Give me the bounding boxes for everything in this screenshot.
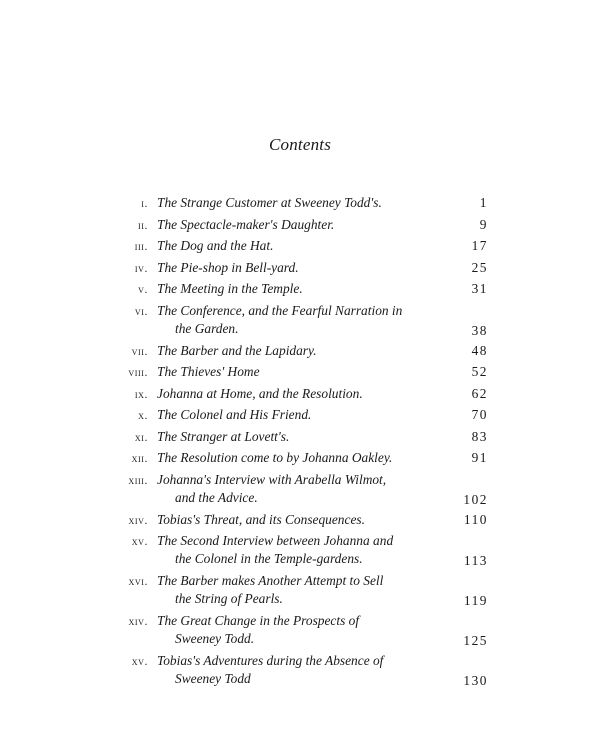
- chapter-title-line: Johanna at Home, and the Resolution.: [157, 385, 363, 401]
- chapter-title-line: the String of Pearls.: [175, 591, 283, 606]
- page-number: 113: [463, 553, 488, 568]
- toc-entry: [0, 302, 600, 342]
- chapter-number: xiv.: [128, 514, 148, 527]
- chapter-number: xvi.: [128, 576, 148, 588]
- page-number: 102: [463, 491, 488, 507]
- chapter-title: [157, 406, 447, 424]
- page-number: 17: [471, 238, 488, 253]
- page-number: 62: [471, 385, 488, 401]
- toc-entry: [0, 428, 600, 450]
- chapter-title-line: The Barber makes Another Attempt to Sell: [157, 573, 384, 588]
- page-number: 83: [471, 428, 488, 444]
- toc-entry: [0, 385, 600, 407]
- chapter-title: [157, 342, 447, 360]
- chapter-title: [157, 194, 447, 212]
- chapter-number: xv.: [131, 656, 148, 668]
- chapter-title: [157, 428, 447, 446]
- chapter-title: [157, 449, 447, 467]
- page-number: 31: [471, 281, 488, 296]
- chapter-title: [157, 385, 447, 403]
- page-number: 52: [471, 364, 488, 379]
- toc-entry: [0, 406, 600, 428]
- chapter-number: xii.: [131, 453, 148, 465]
- toc-entry: [0, 216, 600, 238]
- toc-entry: [0, 194, 600, 216]
- chapter-title-line: Sweeney Todd.: [175, 631, 255, 646]
- chapter-title-line: The Barber and the Lapidary.: [157, 342, 317, 358]
- chapter-title: [157, 363, 447, 381]
- chapter-title: [157, 471, 447, 507]
- chapter-number: x.: [138, 410, 148, 422]
- chapter-number: xv.: [131, 536, 148, 548]
- chapter-title: [157, 572, 447, 608]
- page-number: 1: [479, 195, 488, 210]
- chapter-title-line: The Dog and the Hat.: [157, 238, 274, 253]
- chapter-number: ii.: [137, 219, 148, 232]
- toc-entry: [0, 449, 600, 471]
- chapter-title: [157, 280, 447, 298]
- toc-entry: [0, 363, 600, 385]
- chapter-title-line: The Pie-shop in Bell-yard.: [157, 259, 299, 275]
- chapter-number: vii.: [131, 345, 148, 358]
- chapter-number: vi.: [134, 305, 148, 318]
- chapter-title-line: The Conference, and the Fearful Narration in: [157, 302, 403, 318]
- page-number: 119: [463, 593, 488, 608]
- chapter-number: xi.: [134, 431, 148, 444]
- chapter-title-line: and the Advice.: [175, 489, 258, 505]
- chapter-number: iv.: [134, 262, 148, 275]
- toc-entry: [0, 511, 600, 533]
- page-number: 25: [471, 259, 488, 275]
- chapter-number: xiii.: [128, 474, 148, 487]
- toc-entry: [0, 259, 600, 281]
- chapter-number: i.: [141, 198, 148, 210]
- page-number: 110: [463, 511, 488, 527]
- chapter-title-line: The Resolution come to by Johanna Oakley.: [157, 450, 393, 465]
- chapter-number: ix.: [134, 388, 148, 401]
- chapter-title-line: the Garden.: [175, 320, 239, 336]
- chapter-title-line: The Spectacle-maker's Daughter.: [157, 216, 335, 232]
- page-number: 125: [463, 633, 488, 648]
- chapter-title: [157, 511, 447, 529]
- chapter-title: [157, 532, 447, 568]
- chapter-number: xiv.: [128, 616, 148, 628]
- toc-entry: [0, 572, 600, 612]
- chapter-title-line: Tobias's Adventures during the Absence of: [157, 653, 384, 668]
- page-number: 48: [471, 342, 488, 358]
- chapter-title-line: Sweeney Todd: [175, 671, 251, 686]
- chapter-number: v.: [138, 284, 148, 296]
- chapter-title-line: The Meeting in the Temple.: [157, 281, 303, 296]
- chapter-title-line: The Second Interview between Johanna and: [157, 533, 394, 548]
- toc-entry: [0, 532, 600, 572]
- chapter-title-line: the Colonel in the Temple-gardens.: [175, 551, 363, 566]
- chapter-title: [157, 259, 447, 277]
- chapter-title-line: The Strange Customer at Sweeney Todd's.: [157, 195, 382, 210]
- chapter-number: iii.: [134, 241, 148, 253]
- page-number: 9: [479, 216, 488, 232]
- page-number: 38: [471, 322, 488, 338]
- chapter-title-line: Johanna's Interview with Arabella Wilmot,: [157, 471, 387, 487]
- chapter-title-line: The Great Change in the Prospects of: [157, 613, 360, 628]
- page-number: 91: [471, 450, 488, 465]
- chapter-title-line: The Colonel and His Friend.: [157, 407, 312, 422]
- toc-entry: [0, 652, 600, 692]
- chapter-title-line: The Thieves' Home: [157, 364, 260, 379]
- chapter-title: [157, 216, 447, 234]
- page-title: Contents: [268, 135, 332, 154]
- chapter-title: [157, 237, 447, 255]
- chapter-title-line: The Stranger at Lovett's.: [157, 428, 290, 444]
- chapter-title: [157, 652, 447, 688]
- chapter-title-line: Tobias's Threat, and its Consequences.: [157, 511, 365, 527]
- toc-entry: [0, 612, 600, 652]
- chapter-title: [157, 612, 447, 648]
- chapter-number: viii.: [128, 367, 148, 379]
- toc-entry: [0, 280, 600, 302]
- toc-entry: [0, 342, 600, 364]
- chapter-title: [157, 302, 447, 338]
- toc-entry: [0, 237, 600, 259]
- toc-entry: [0, 471, 600, 511]
- page-number: 70: [471, 407, 488, 422]
- page-number: 130: [463, 673, 488, 688]
- table-of-contents: [0, 194, 600, 692]
